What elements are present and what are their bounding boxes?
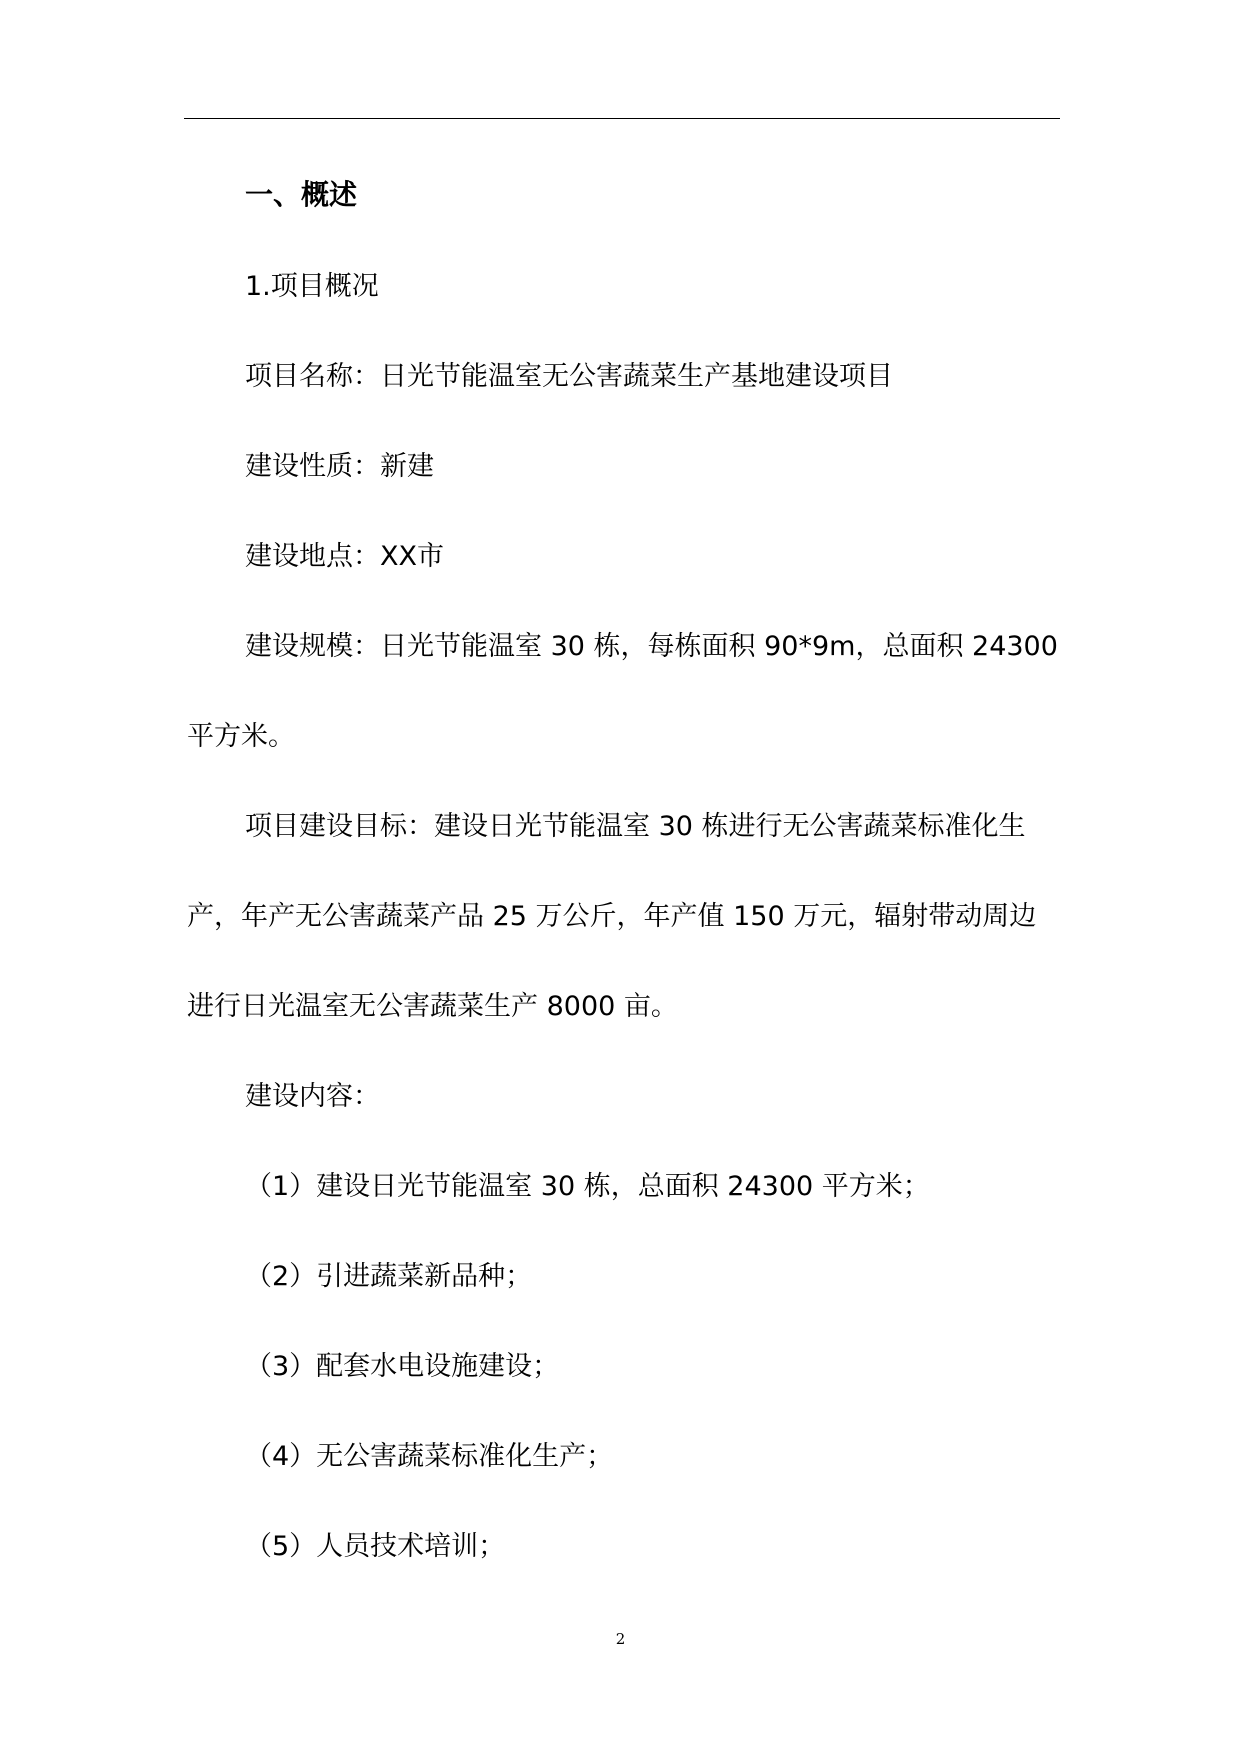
contents-item-3: （3）配套水电设施建设； xyxy=(245,1351,560,1382)
construction-scale-line-1: 建设规模：日光节能温室 30 栋，每栋面积 90*9m，总面积 24300 xyxy=(245,631,1058,662)
page-number: 2 xyxy=(615,1630,626,1648)
contents-item-4: （4）无公害蔬菜标准化生产； xyxy=(245,1441,614,1472)
section-heading: 一、概述 xyxy=(245,178,358,211)
contents-item-1: （1）建设日光节能温室 30 栋，总面积 24300 平方米； xyxy=(245,1171,930,1202)
construction-scale-line-2: 平方米。 xyxy=(187,721,295,752)
goal-line-2: 产，年产无公害蔬菜产品 25 万公斤，年产值 150 万元，辐射带动周边 xyxy=(187,901,1037,932)
header-rule xyxy=(184,118,1060,119)
contents-label: 建设内容： xyxy=(245,1081,380,1112)
construction-location: 建设地点：XX市 xyxy=(245,541,444,572)
construction-nature: 建设性质：新建 xyxy=(245,451,434,482)
goal-line-3: 进行日光温室无公害蔬菜生产 8000 亩。 xyxy=(187,991,678,1022)
contents-item-5: （5）人员技术培训； xyxy=(245,1531,506,1562)
subheading: 1.项目概况 xyxy=(245,271,379,302)
goal-line-1: 项目建设目标：建设日光节能温室 30 栋进行无公害蔬菜标准化生 xyxy=(245,811,1026,842)
contents-item-2: （2）引进蔬菜新品种； xyxy=(245,1261,533,1292)
project-name: 项目名称：日光节能温室无公害蔬菜生产基地建设项目 xyxy=(245,361,893,392)
